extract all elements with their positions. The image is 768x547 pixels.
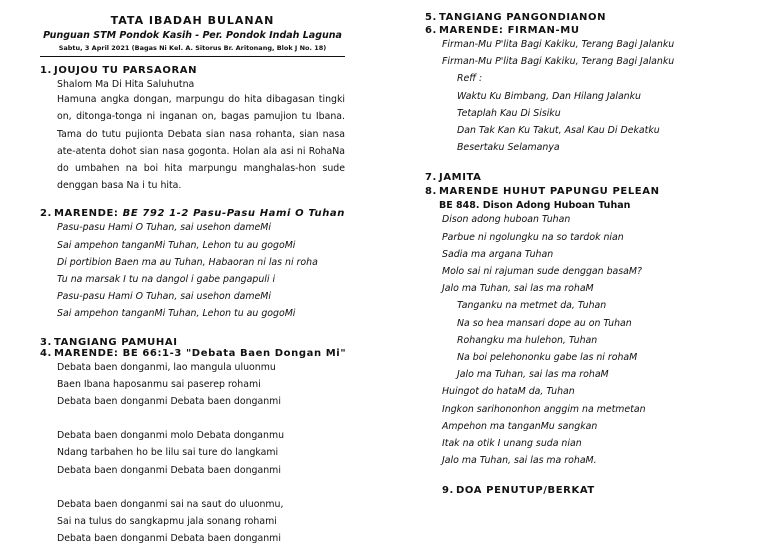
lyric-line: Baen Ibana haposanmu sai paserep rohami [57, 378, 261, 390]
document-title: TATA IBADAH BULANAN [110, 14, 275, 27]
lyric-line: Molo sai ni rajuman sude denggan basaM? [442, 266, 642, 278]
lyric-line: Ampehon ma tanganMu sangkan [442, 420, 598, 432]
lyric-line: Debata baen donganmi Debata baen donganmi [57, 464, 281, 476]
document-details: Sabtu, 3 April 2021 (Bagas Ni Kel. A. Sitorus Br. Aritonang, Blok J No. 18) [58, 44, 327, 52]
lyric-line: Sai na tulus do sangkapmu jala sonang rohami [57, 516, 277, 528]
lyric-line: Sai ampehon tanganMi Tuhan, Lehon tu au gogoMi [57, 239, 296, 251]
section-6-heading: 6. MARENDE: FIRMAN-MU [425, 25, 580, 36]
section-1-heading: 1. JOUJOU TU PARSAORAN [40, 65, 198, 76]
lyric-line: Jalo ma Tuhan, sai las ma rohaM. [442, 455, 597, 467]
section-3-heading: 3. TANGIANG PAMUHAI [40, 336, 178, 348]
reff-label: Reff : [457, 73, 483, 85]
section-8-song: BE 848. Dison Adong Huboan Tuhan [439, 200, 631, 212]
lyric-line: Pasu-pasu Hami O Tuhan, sai usehon dameMi [57, 291, 271, 303]
lyric-line: Tu na marsak I tu na dangol i gabe pangapuli i [57, 274, 276, 286]
lyric-line: Firman-Mu P'lita Bagi Kakiku, Terang Bagi Jalanku [442, 39, 675, 50]
lyric-line: Besertaku Selamanya [457, 142, 560, 154]
lyric-line: Sadia ma argana Tuhan [442, 248, 554, 260]
lyric-line: Waktu Ku Bimbang, Dan Hilang Jalanku [457, 90, 641, 102]
right-column [425, 0, 755, 496]
lyric-line: Debata baen donganmi sai na saut do uluonmu, [57, 498, 284, 510]
lyric-line: Na boi pelehononku gabe las ni rohaM [457, 352, 638, 364]
section-8-heading: 8. MARENDE HUHUT PAPUNGU PELEAN [425, 186, 660, 198]
section-1-body: Hamuna angka dongan, marpungu do hita dibagasan tingki on, ditonga-tonga ni inganan on, bagas pamujion tu Ibana. Tama do tutu pujionta Debata sian nasa rohanta, sian nasa ate-atenta dohot sian nasa gogonta. Holan ala asi ni RohaNa do umbahen na boi hita marpungu manghalas-hon sude denggan basa Na i tu hita. [57, 94, 345, 192]
document-subtitle: Punguan STM Pondok Kasih - Per. Pondok Indah Laguna [43, 30, 342, 41]
section-2-heading: 2. MARENDE: BE 792 1-2 Pasu-Pasu Hami O Tuhan [40, 208, 345, 220]
lyric-line: Itak na otik I unang suda nian [442, 438, 582, 450]
section-4-heading: 4. MARENDE: BE 66:1-3 "Debata Baen Dongan Mi" [40, 347, 347, 359]
lyric-line: Rohangku ma hulehon, Tuhan [457, 334, 598, 346]
left-column [40, 0, 345, 547]
lyric-line: Debata baen donganmi Debata baen donganmi [57, 396, 281, 408]
lyric-line: Jalo ma Tuhan, sai las ma rohaM [442, 283, 594, 295]
lyric-line: Dison adong huboan Tuhan [442, 214, 571, 226]
lyric-line: Ingkon sarihononhon anggim na metmetan [442, 403, 646, 415]
lyric-line: Jalo ma Tuhan, sai las ma rohaM [457, 369, 609, 381]
lyric-line: Debata baen donganmi, lao mangula uluonmu [57, 361, 276, 373]
lyric-line: Debata baen donganmi Debata baen donganmi [57, 533, 281, 545]
lyric-line: Huingot do hataM da, Tuhan [442, 386, 575, 398]
lyric-line: Ndang tarbahen ho be lilu sai ture do langkami [57, 447, 279, 459]
lyric-line: Pasu-pasu Hami O Tuhan, sai usehon dameMi [57, 222, 271, 234]
lyric-line: Firman-Mu P'lita Bagi Kakiku, Terang Bagi Jalanku [442, 56, 675, 68]
lyric-line: Di portibion Baen ma au Tuhan, Habaoran ni las ni roha [57, 256, 318, 268]
lyric-line: Na so hea mansari dope au on Tuhan [457, 317, 632, 329]
section-7-heading: 7. JAMITA [425, 172, 482, 184]
lyric-line: Dan Tak Kan Ku Takut, Asal Kau Di Dekatku [457, 125, 660, 137]
section-5-heading: 5. TANGIANG PANGONDIANON [425, 12, 607, 23]
lyric-line: Debata baen donganmi molo Debata donganmu [57, 430, 285, 442]
lyric-line: Sai ampehon tanganMi Tuhan, Lehon tu au gogoMi [57, 308, 296, 320]
section-1-greeting: Shalom Ma Di Hita Saluhutna [57, 79, 195, 90]
lyric-line: Parbue ni ngolungku na so tardok nian [442, 231, 624, 243]
section-9-heading: 9. DOA PENUTUP/BERKAT [442, 485, 595, 497]
lyric-line: Tetaplah Kau Di Sisiku [457, 107, 561, 119]
lyric-line: Tanganku na metmet da, Tuhan [457, 300, 607, 312]
